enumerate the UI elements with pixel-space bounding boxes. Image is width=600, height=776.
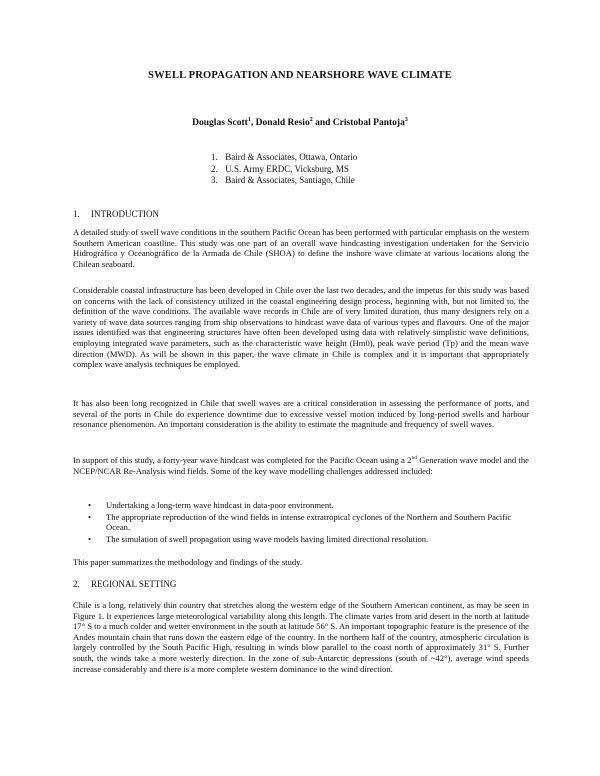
list-item-text: Undertaking a long-term wave hindcast in data-poor environment. (106, 500, 334, 510)
author-mark: 2 (309, 116, 313, 123)
affiliation-list (211, 152, 357, 187)
affiliation-item (211, 164, 357, 176)
section-heading-introduction (73, 209, 159, 219)
paragraph-text: In support of this study, a forty-year wave hindcast was completed for the Pacific Ocean using a 2 (73, 455, 412, 465)
paragraph: Chile is a long, relatively thin country that stretches along the western edge of the Southern American continent, as may be seen in Figure 1. It experiences large meteorological variability along this length. The climate varies from arid desert in the north at latitude 17° S to a much colder and wetter environment in the south at latitude 56° S. An important topographic feature is the presence of the Andes mountain chain that runs down the eastern edge of the country. In the northern half of the country, atmospheric circulation is largely controlled by the South Pacific High, resulting in winds blow parallel to the coast north of approximately 31° S. Further south, the winds take a more westerly direction. In the zone of sub-Antarctic depressions (south of ~42°), average wind speeds increase considerably and there is a more complete western dominance to the wind direction. (73, 600, 529, 674)
author-name: Douglas Scott (192, 118, 248, 128)
paper-title: SWELL PROPAGATION AND NEARSHORE WAVE CLIMATE (148, 70, 452, 81)
affiliation-text: U.S. Army ERDC, Vicksburg, MS (225, 163, 349, 174)
author-line (0, 118, 600, 128)
bullet-icon: • (88, 511, 92, 522)
paragraph: It has also been long recognized in Chile that swell waves are a critical consideration in assessing the performance of ports, and several of the ports in Chile do experience downtime due to excessive vessel motion induced by long-period swells and harbour resonance phenomenon. An important consideration is the ability to estimate the magnitude and frequency of swell waves. (73, 398, 529, 430)
paragraph (73, 455, 529, 476)
section-title: REGIONAL SETTING (91, 579, 177, 589)
superscript: nd (411, 455, 417, 462)
section-heading-regional-setting (73, 579, 176, 589)
list-item-text: The simulation of swell propagation using wave models having limited directional resolution. (106, 533, 429, 544)
bullet-icon: • (88, 500, 92, 510)
author-separator: and (312, 118, 333, 128)
author-mark: 1 (247, 116, 251, 123)
affiliation-number: 3. (211, 175, 218, 185)
affiliation-number: 2. (211, 163, 218, 174)
affiliation-text: Baird & Associates, Ottawa, Ontario (225, 152, 358, 162)
list-item-text: The appropriate reproduction of the wind fields in intense extratropical cyclones of the Northern and Southern Pacific Ocean. (106, 511, 512, 533)
section-number: 1. (73, 209, 80, 219)
list-item (88, 534, 529, 545)
affiliation-item (211, 175, 357, 187)
author-name: Cristobal Pantoja (332, 118, 405, 128)
bullet-list (88, 500, 529, 545)
affiliation-item (211, 152, 357, 164)
paragraph: This paper summarizes the methodology and findings of the study. (73, 557, 303, 567)
author-separator: , (250, 118, 256, 128)
paragraph-text: Generation wave model and the NCEP/NCAR Re-Analysis wind fields. Some of the key wave modelling challenges addressed included: (73, 455, 529, 476)
section-number: 2. (73, 579, 80, 589)
affiliation-text: Baird & Associates, Santiago, Chile (225, 175, 355, 185)
section-title: INTRODUCTION (91, 209, 159, 219)
paragraph: A detailed study of swell wave conditions in the southern Pacific Ocean has been performed with particular emphasis on the western Southern American coastline. This study was one part of an overall wave hindcasting investigation undertaken for the Servicio Hidrográfico y Oceanográfico de la Armada de Chile (SHOA) to define the inshore wave climate at various locations along the Chilean seaboard. (73, 227, 529, 269)
list-item (88, 500, 529, 511)
list-item (88, 512, 529, 533)
paragraph: Considerable coastal infrastructure has been developed in Chile over the last two decades, and the impetus for this study was based on concerns with the lack of consistency utilized in the coastal engineering design process, beginning with, but not limited to, the definition of the wave conditions. The available wave records in Chile are of very limited duration, thus many designers rely on a variety of wave data sources ranging from ship observations to hindcast wave data of various types and flavours. One of the major issues identified was that engineering structures have often been developed using data with relatively simplistic wave definitions, employing integrated wave parameters, such as the characteristic wave height (Hm0), peak wave period (Tp) and the mean wave direction (MWD). As will be shown in this paper, the wave climate in Chile is complex and it is important that appropriately complex wave analysis techniques be employed. (73, 285, 529, 370)
affiliation-number: 1. (211, 152, 218, 162)
author-mark: 3 (404, 116, 408, 123)
bullet-icon: • (88, 533, 92, 544)
author-name: Donald Resio (255, 118, 310, 128)
